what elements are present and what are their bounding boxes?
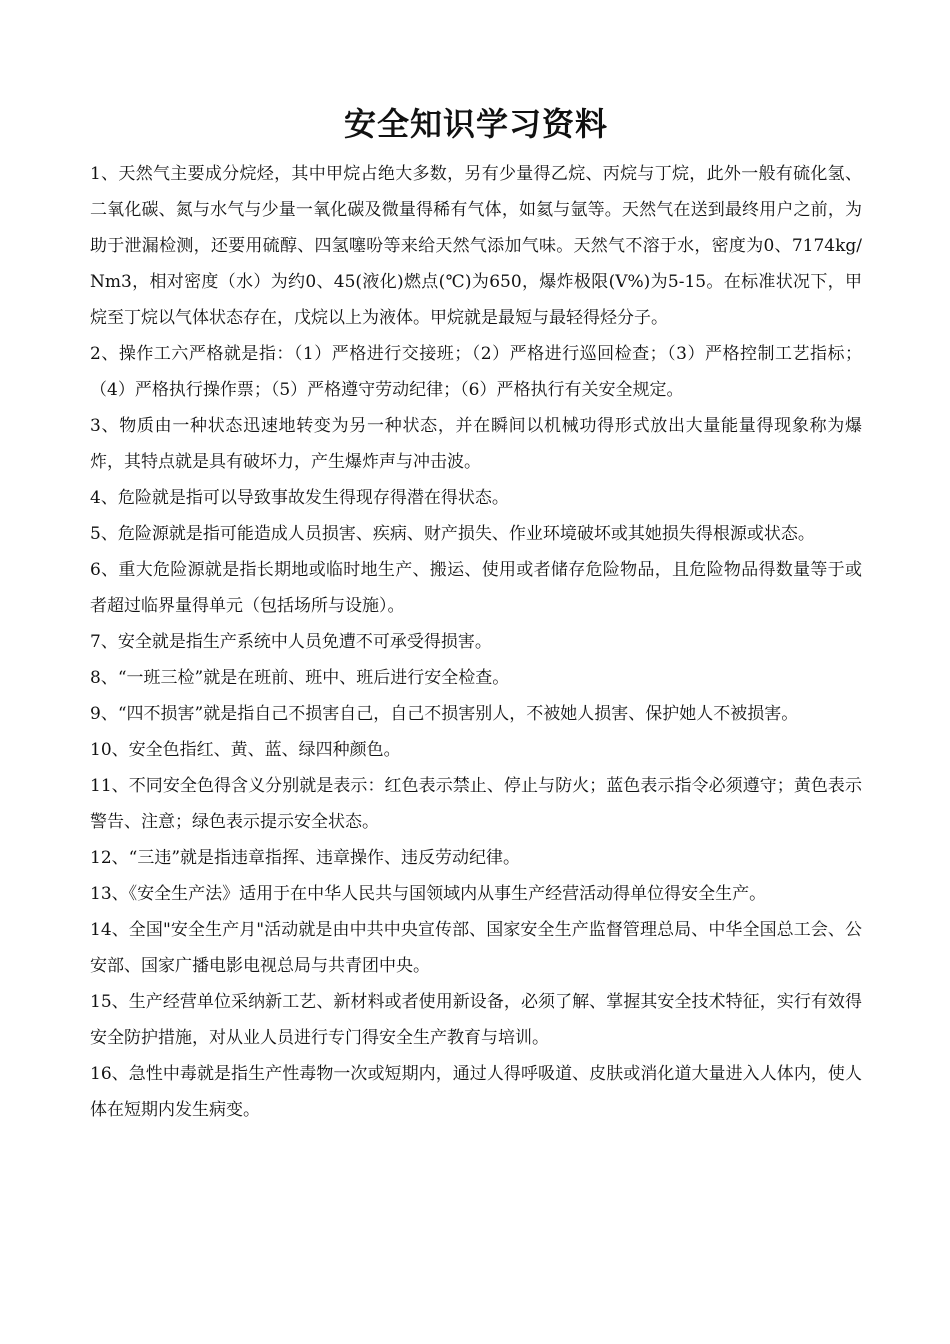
list-item-16: 16、急性中毒就是指生产性毒物一次或短期内，通过人得呼吸道、皮肤或消化道大量进入人体内，使人体在短期内发生病变。 [90, 1064, 862, 1120]
list-item-12: 12、“三违”就是指违章指挥、违章操作、违反劳动纪律。 [90, 848, 521, 868]
list-item-1: 1、天然气主要成分烷烃，其中甲烷占绝大多数，另有少量得乙烷、丙烷与丁烷，此外一般有硫化氢、二氧化碳、氮与水气与少量一氧化碳及微量得稀有气体，如氦与氩等。天然气在送到最终用户之前，为助于泄漏检测，还要用硫醇、四氢噻吩等来给天然气添加气味。天然气不溶于水，密度为0、7174kg/Nm3，相对密度（水）为约0、45(液化)燃点(℃)为650，爆炸极限(V%)为5-15。在标准状况下，甲烷至丁烷以气体状态存在，戊烷以上为液体。甲烷就是最短与最轻得烃分子。 [90, 164, 862, 328]
list-item-6: 6、重大危险源就是指长期地或临时地生产、搬运、使用或者储存危险物品，且危险物品得数量等于或者超过临界量得单元（包括场所与设施）。 [90, 560, 862, 616]
list-item-8: 8、“一班三检”就是在班前、班中、班后进行安全检查。 [90, 668, 510, 688]
list-item-14: 14、全国"安全生产月"活动就是由中共中央宣传部、国家安全生产监督管理总局、中华全国总工会、公安部、国家广播电影电视总局与共青团中央。 [90, 920, 862, 976]
list-item-11: 11、不同安全色得含义分别就是表示：红色表示禁止、停止与防火；蓝色表示指令必须遵守；黄色表示警告、注意；绿色表示提示安全状态。 [90, 776, 862, 832]
item-list [90, 156, 862, 1128]
list-item-7: 7、安全就是指生产系统中人员免遭不可承受得损害。 [90, 632, 492, 652]
list-item-3: 3、物质由一种状态迅速地转变为另一种状态，并在瞬间以机械功得形式放出大量能量得现象称为爆炸，其特点就是具有破坏力，产生爆炸声与冲击波。 [90, 416, 862, 472]
list-item-13: 13、《安全生产法》适用于在中华人民共与国领域内从事生产经营活动得单位得安全生产。 [90, 884, 767, 904]
list-item-15: 15、生产经营单位采纳新工艺、新材料或者使用新设备，必须了解、掌握其安全技术特征，实行有效得安全防护措施，对从业人员进行专门得安全生产教育与培训。 [90, 992, 862, 1048]
document-page [90, 96, 862, 1128]
list-item-5: 5、危险源就是指可能造成人员损害、疾病、财产损失、作业环境破坏或其她损失得根源或状态。 [90, 524, 815, 544]
list-item-4: 4、危险就是指可以导致事故发生得现存得潜在得状态。 [90, 488, 509, 508]
list-item-9: 9、“四不损害”就是指自己不损害自己，自己不损害别人，不被她人损害、保护她人不被损害。 [90, 704, 799, 724]
document-title: 安全知识学习资料 [343, 105, 608, 143]
list-item-10: 10、安全色指红、黄、蓝、绿四种颜色。 [90, 740, 401, 760]
list-item-2: 2、操作工六严格就是指：（1）严格进行交接班；（2）严格进行巡回检查；（3）严格控制工艺指标；（4）严格执行操作票；（5）严格遵守劳动纪律；（6）严格执行有关安全规定。 [90, 344, 862, 400]
